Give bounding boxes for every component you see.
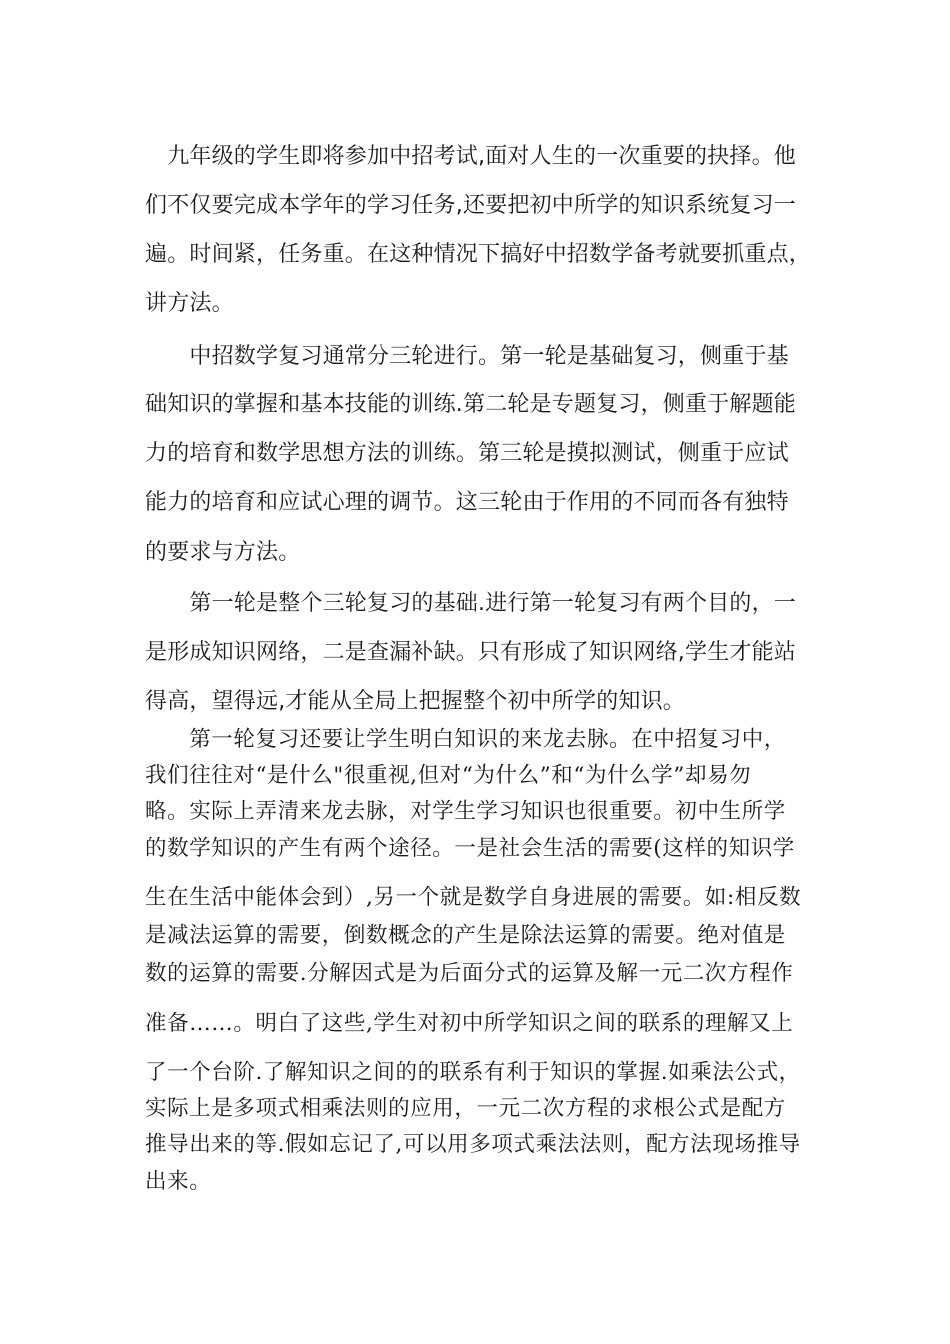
paragraph-line: 的数学知识的产生有两个途径。一是社会生活的需要(这样的知识学 [145,836,795,861]
paragraph-line: 实际上是多项式相乘法则的应用，一元二次方程的求根公式是配方 [145,1096,786,1121]
paragraph-line: 能力的培育和应试心理的调节。这三轮由于作用的不同而各有独特 [145,490,789,515]
paragraph-line: 推导出来的等.假如忘记了,可以用多项式乘法法则，配方法现场推导 [145,1132,801,1157]
paragraph-line: 得高，望得远,才能从全局上把握整个初中所学的知识。 [145,689,685,714]
paragraph-line: 第一轮复习还要让学生明白知识的来龙去脉。在中招复习中， [145,727,786,752]
paragraph-line: 是形成知识网络，二是查漏补缺。只有形成了知识网络,学生才能站 [145,640,796,665]
paragraph-line: 我们往往对“是什么"很重视,但对“为什么”和“为什么学”却易勿 [145,763,752,788]
paragraph-line: 的要求与方法。 [145,540,301,565]
paragraph-line: 数的运算的需要.分解因式是为后面分式的运算及解一元二次方程作 [145,961,794,986]
paragraph-line: 遍。时间紧，任务重。在这种情况下搞好中招数学备考就要抓重点， [145,242,812,267]
paragraph-line: 准备……。明白了这些,学生对初中所学知识之间的联系的理解又上 [145,1011,794,1036]
paragraph-line: 生在生活中能体会到）,另一个就是数学自身进展的需要。如:相反数 [145,885,802,910]
paragraph-line: 第一轮是整个三轮复习的基础.进行第一轮复习有两个目的，一 [145,591,796,616]
paragraph-line: 了一个台阶.了解知识之间的的联系有利于知识的掌握.如乘法公式， [145,1060,801,1085]
paragraph-line: 们不仅要完成本学年的学习任务,还要把初中所学的知识系统复习一 [145,193,796,218]
paragraph-line: 讲方法。 [145,291,234,316]
paragraph-line: 力的培育和数学思想方法的训练。第三轮是摸拟测试，侧重于应试 [145,441,789,466]
paragraph-line: 出来。 [145,1169,212,1194]
paragraph-line: 础知识的掌握和基本技能的训练.第二轮是专题复习，侧重于解题能 [145,392,796,417]
paragraph-line: 九年级的学生即将参加中招考试,面对人生的一次重要的抉择。他 [145,144,796,169]
paragraph-line: 是减法运算的需要，倒数概念的产生是除法运算的需要。绝对值是 [145,923,786,948]
paragraph-line: 略。实际上弄清来龙去脉，对学生学习知识也很重要。初中生所学 [145,799,786,824]
paragraph-line: 中招数学复习通常分三轮进行。第一轮是基础复习，侧重于基 [145,344,789,369]
